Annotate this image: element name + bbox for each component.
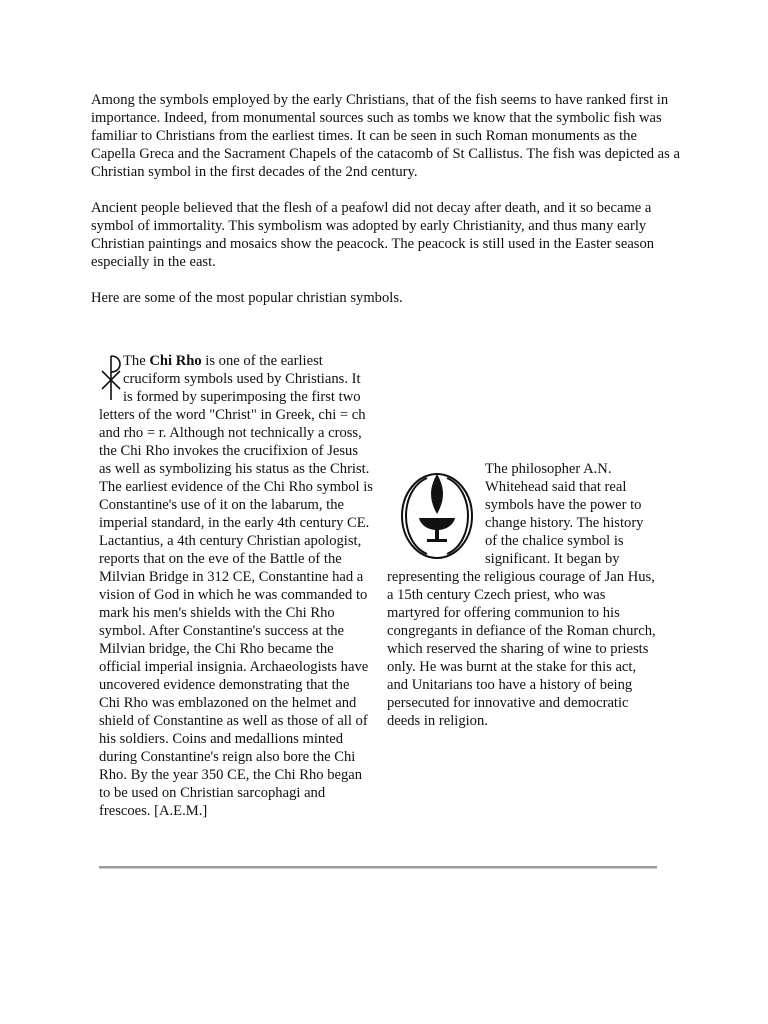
- intro-paragraph-peacock: Ancient people believed that the flesh of a peafowl did not decay after death, and it so became a symbol of immortality. This symbolism was adopted by early Christianity, and thus many early Christian paintings and mosaics show the peacock. The peacock is still used in the Easter season especially in the east.: [91, 200, 655, 270]
- chi-rho-icon: [99, 352, 123, 402]
- intro-paragraph-fish: Among the symbols employed by the early Christians, that of the fish seems to have ranked first in importance. Indeed, from monumental sources such as tombs we know that the symbolic fish was familiar to Christians from the earliest times. It can be seen in such Roman monuments as the Capella Greca and the Sacrament Chapels of the catacomb of St Callistus. The fish was depicted as a Christian symbol in the first decades of the 2nd century.: [91, 92, 680, 180]
- flaming-chalice-icon: [387, 460, 483, 568]
- chi-rho-description: [99, 352, 373, 820]
- chi-rho-section: [99, 352, 373, 820]
- section-divider: [99, 866, 657, 869]
- chi-rho-body: is one of the earliest cruciform symbols used by Christians. It is formed by superimposing the first two letters of the word "Christ" in Greek, chi = ch and rho = r. Although not technically a cross, the Chi Rho invokes the crucifixion of Jesus as well as symbolizing his status as the Christ. The earliest evidence of the Chi Rho symbol is Constantine's use of it on the labarum, the imperial standard, in the early 4th century CE. Lactantius, a 4th century Christian apologist, reports that on the eve of the Battle of the Milvian Bridge in 312 CE, Constantine had a vision of God in which he was commanded to mark his men's shields with the Chi Rho symbol. After Constantine's success at the Milvian bridge, the Chi Rho became the official imperial insignia. Archaeologists have uncovered evidence demonstrating that the Chi Rho was emblazoned on the helmet and shield of Constantine as well as those of all of his soldiers. Coins and medallions minted during Constantine's reign also bore the Chi Rho. By the year 350 CE, the Chi Rho began to be used on Christian sarcophagi and frescoes. [A.E.M.]: [99, 353, 373, 819]
- chalice-description: The philosopher A.N. Whitehead said that real symbols have the power to change history. The history of the chalice symbol is significant. It began by representing the religious courage of Jan Hus, a 15th century Czech priest, who was martyred for offering communion to his congregants in defiance of the Roman church, which reserved the sharing of wine to priests only. He was burnt at the stake for this act, and Unitarians too have a history of being persecuted for innovative and democratic deeds in religion.: [387, 461, 656, 729]
- intro-section: [91, 91, 681, 325]
- chi-rho-term: Chi Rho: [149, 353, 202, 369]
- intro-paragraph-symbols: Here are some of the most popular christian symbols.: [91, 290, 403, 306]
- chalice-section: [387, 460, 659, 730]
- chi-rho-lead: The: [123, 353, 150, 369]
